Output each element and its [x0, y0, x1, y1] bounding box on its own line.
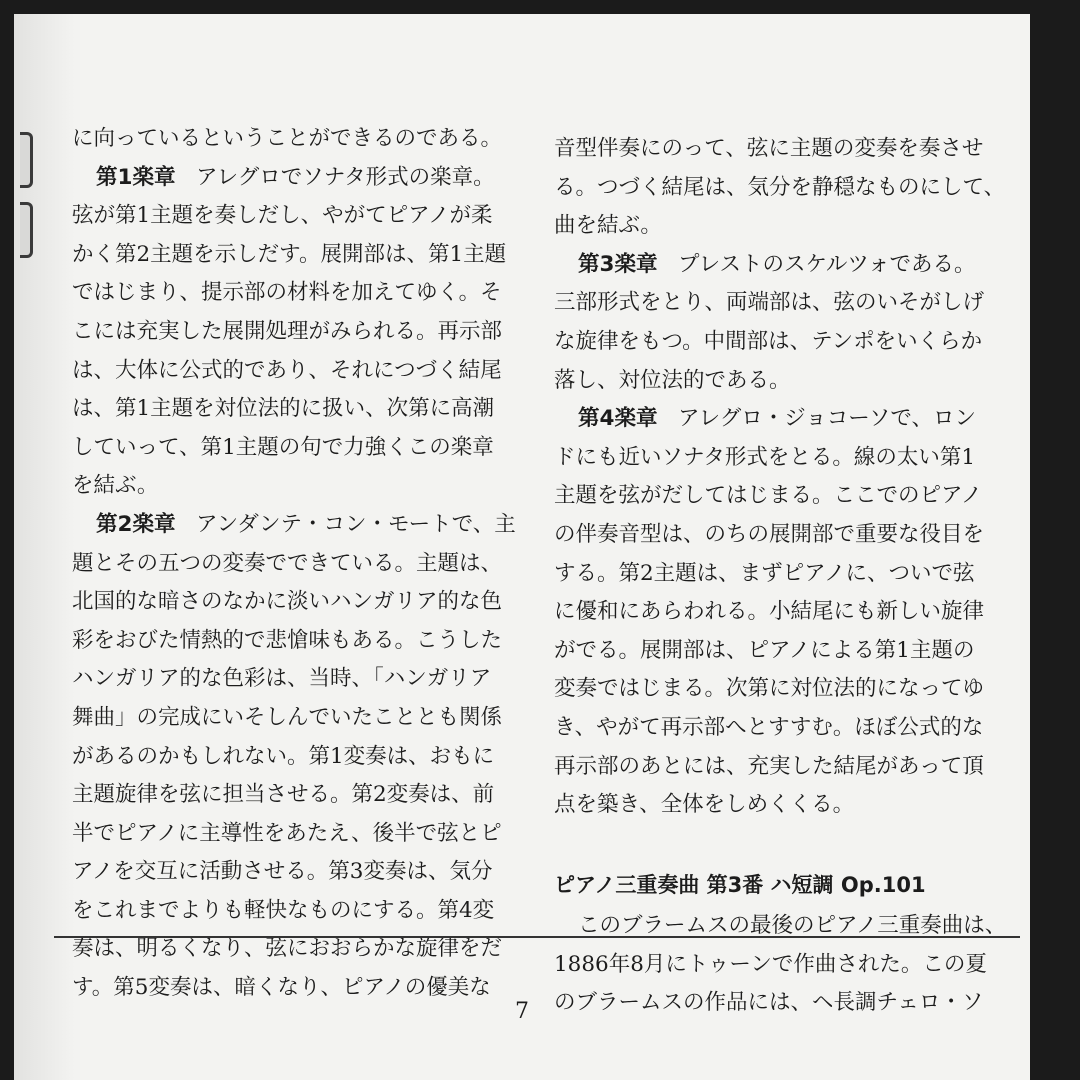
text-line: は、第1主題を対位法的に扱い、次第に高潮	[72, 396, 495, 422]
text-line: ドにも近いソナタ形式をとる。線の太い第1	[554, 444, 976, 470]
text-line: 題とその五つの変奏でできている。主題は、	[72, 550, 503, 576]
text-line: の伴奏音型は、のちの展開部で重要な役目を	[554, 521, 985, 547]
staple-mark-bottom	[20, 202, 33, 258]
movement-1-heading: 第1楽章	[96, 164, 176, 190]
text-line: 主題を弦がだしてはじまる。ここでのピアノ	[554, 483, 983, 509]
right-column	[554, 130, 1006, 1023]
movement-2-line	[72, 506, 516, 545]
text-line: このブラームスの最後のピアノ三重奏曲は、	[578, 913, 1007, 939]
text-line: る。つづく結尾は、気分を静穏なものにして、	[554, 174, 1006, 200]
text-line: ハンガリア的な色彩は、当時、「ハンガリア	[72, 666, 492, 692]
text-line: 北国的な暗さのなかに淡いハンガリア的な色	[72, 589, 503, 615]
movement-3-heading: 第3楽章	[578, 251, 658, 277]
text-line: 音型伴奏にのって、弦に主題の変奏を奏させ	[554, 136, 984, 161]
text-line: に向っているということができるのである。	[72, 126, 503, 151]
staple-mark-top	[20, 132, 33, 188]
text-line: アノを交互に活動させる。第3変奏は、気分	[72, 859, 493, 885]
text-line: は、大体に公式的であり、それにつづく結尾	[72, 357, 502, 383]
piece-title: ピアノ三重奏曲 第3番 ハ短調 Op.101	[554, 873, 926, 898]
text-line: 彩をおびた情熱的で悲愴味もある。こうした	[72, 627, 503, 653]
text-line: かく第2主題を示しだす。展開部は、第1主題	[72, 241, 507, 267]
text-line: ではじまり、提示部の材料を加えてゆく。そ	[72, 280, 502, 306]
text-line: 舞曲」の完成にいそしんでいたこととも関係	[72, 704, 503, 730]
text-line: 曲を結ぶ。	[554, 213, 662, 239]
movement-2-heading: 第2楽章	[96, 511, 176, 537]
text-line: 変奏ではじまる。次第に対位法的になってゆ	[554, 676, 985, 702]
movement-2-text: アンダンテ・コン・モートで、主	[195, 511, 516, 537]
text-line: する。第2主題は、まずピアノに、ついで弦	[554, 560, 975, 586]
text-line: 再示部のあとには、充実した結尾があって頂	[554, 753, 984, 779]
text-line: のブラームスの作品には、ヘ長調チェロ・ソ	[554, 990, 984, 1016]
left-column	[72, 120, 516, 1008]
movement-3-text: プレストのスケルツォである。	[677, 251, 976, 277]
text-line: に優和にあらわれる。小結尾にも新しい旋律	[554, 599, 985, 625]
text-line: 主題旋律を弦に担当させる。第2変奏は、前	[72, 782, 495, 808]
text-line: す。第5変奏は、暗くなり、ピアノの優美な	[72, 975, 491, 1001]
text-line: 落し、対位法的である。	[554, 367, 791, 393]
text-line: き、やがて再示部へとすすむ。ほぼ公式的な	[554, 714, 984, 740]
page-number: 7	[515, 999, 529, 1024]
movement-1-text: アレグロでソナタ形式の楽章。	[195, 164, 495, 190]
text-line: こには充実した展開処理がみられる。再示部	[72, 318, 503, 344]
text-line: がでる。展開部は、ピアノによる第1主題の	[554, 637, 975, 663]
text-line: 点を築き、全体をしめくくる。	[554, 792, 855, 818]
text-line: な旋律をもつ。中間部は、テンポをいくらか	[554, 328, 983, 354]
text-line: していって、第1主題の句で力強くこの楽章	[72, 434, 494, 460]
text-line: をこれまでよりも軽快なものにする。第4変	[72, 897, 495, 923]
text-line: 半でピアノに主導性をあたえ、後半で弦とピ	[72, 820, 502, 846]
movement-4-text: アレグロ・ジョコーソで、ロン	[677, 406, 976, 432]
blank-spacer	[554, 825, 1006, 864]
footer-rule	[54, 936, 1020, 938]
booklet-page	[14, 14, 1030, 1080]
text-line: 三部形式をとり、両端部は、弦のいそがしげ	[554, 290, 985, 316]
movement-4-heading: 第4楽章	[578, 406, 658, 432]
movement-3-line	[554, 246, 1006, 285]
movement-1-line	[72, 159, 516, 198]
text-line: 奏は、明るくなり、弦におおらかな旋律をだ	[72, 936, 503, 962]
text-line: があるのかもしれない。第1変奏は、おもに	[72, 743, 495, 769]
text-line: を結ぶ。	[72, 473, 159, 499]
movement-4-line	[554, 400, 1006, 439]
text-line: 弦が第1主題を奏しだし、やがてピアノが柔	[72, 203, 493, 229]
text-line: 1886年8月にトゥーンで作曲された。この夏	[554, 951, 987, 977]
